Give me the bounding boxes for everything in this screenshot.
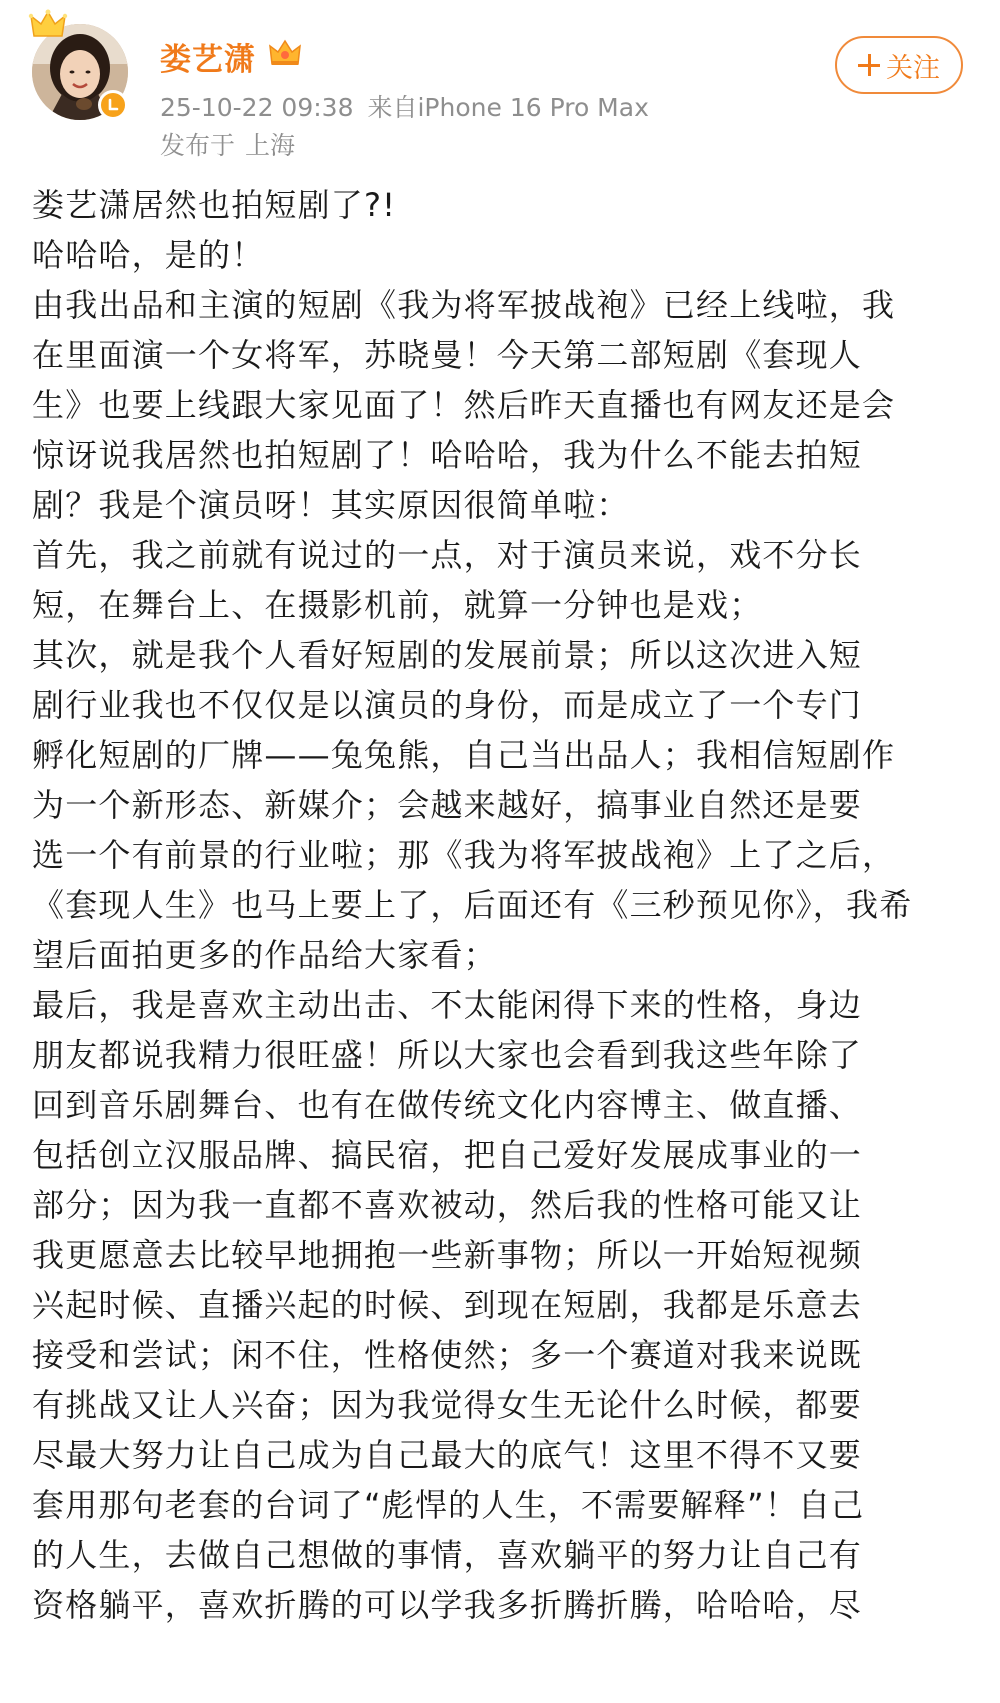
post-text-line: 在里面演一个女将军，苏晓曼！今天第二部短剧《套现人 bbox=[32, 336, 863, 374]
post-text-line: 接受和尝试；闲不住，性格使然；多一个赛道对我来说既 bbox=[32, 1336, 863, 1374]
post-text-line: 为一个新形态、新媒介；会越来越好，搞事业自然还是要 bbox=[32, 786, 863, 824]
post-text-line: 剧？我是个演员呀！其实原因很简单啦： bbox=[32, 486, 630, 524]
post-text-line: 望后面拍更多的作品给大家看； bbox=[32, 936, 497, 974]
post-text-line: 朋友都说我精力很旺盛！所以大家也会看到我这些年除了 bbox=[32, 1036, 863, 1074]
crown-icon bbox=[28, 8, 68, 42]
location-name: 上海 bbox=[245, 131, 296, 160]
post-text-line: 短，在舞台上、在摄影机前，就算一分钟也是戏； bbox=[32, 586, 763, 624]
post-text-line: 选一个有前景的行业啦；那《我为将军披战袍》上了之后， bbox=[32, 836, 896, 874]
post-text-line: 《套现人生》也马上要上了，后面还有《三秒预见你》，我希 bbox=[32, 886, 913, 924]
post-body bbox=[32, 180, 982, 1630]
plus-icon bbox=[858, 54, 880, 76]
follow-button[interactable] bbox=[835, 36, 963, 94]
post-text-line: 由我出品和主演的短剧《我为将军披战袍》已经上线啦，我 bbox=[32, 286, 896, 324]
avatar-container[interactable] bbox=[32, 14, 142, 124]
post-source: 来自iPhone 16 Pro Max bbox=[367, 93, 649, 122]
post-text-line: 的人生，去做自己想做的事情，喜欢躺平的努力让自己有 bbox=[32, 1536, 863, 1574]
post-timestamp: 25-10-22 09:38 bbox=[160, 93, 354, 122]
post-text-line: 我更愿意去比较早地拥抱一些新事物；所以一开始短视频 bbox=[32, 1236, 863, 1274]
post-text-line: 孵化短剧的厂牌——兔兔熊，自己当出品人；我相信短剧作 bbox=[32, 736, 896, 774]
post-text-line: 套用那句老套的台词了“彪悍的人生，不需要解释”！自己 bbox=[32, 1486, 865, 1524]
post-text-line: 惊讶说我居然也拍短剧了！哈哈哈，我为什么不能去拍短 bbox=[32, 436, 863, 474]
post-text-line: 资格躺平，喜欢折腾的可以学我多折腾折腾，哈哈哈，尽 bbox=[32, 1586, 863, 1624]
post-location bbox=[160, 126, 295, 162]
post-text-line: 有挑战又让人兴奋；因为我觉得女生无论什么时候，都要 bbox=[32, 1386, 863, 1424]
post-text-line: 生》也要上线跟大家见面了！然后昨天直播也有网友还是会 bbox=[32, 386, 896, 424]
post-text-line: 剧行业我也不仅仅是以演员的身份，而是成立了一个专门 bbox=[32, 686, 863, 724]
vip-crown-icon[interactable] bbox=[268, 38, 302, 68]
verified-badge-icon bbox=[98, 90, 128, 120]
post-text-line: 首先，我之前就有说过的一点，对于演员来说，戏不分长 bbox=[32, 536, 863, 574]
post-text-line: 其次，就是我个人看好短剧的发展前景；所以这次进入短 bbox=[32, 636, 863, 674]
post-text-line: 包括创立汉服品牌、搞民宿，把自己爱好发展成事业的一 bbox=[32, 1136, 863, 1174]
post-text-line: 最后，我是喜欢主动出击、不太能闲得下来的性格，身边 bbox=[32, 986, 863, 1024]
post-meta bbox=[160, 88, 649, 124]
post-text-line: 回到音乐剧舞台、也有在做传统文化内容博主、做直播、 bbox=[32, 1086, 863, 1124]
location-prefix: 发布于 bbox=[160, 131, 236, 160]
post-text-line: 哈哈哈，是的！ bbox=[32, 236, 265, 274]
post-text-line: 兴起时候、直播兴起的时候、到现在短剧，我都是乐意去 bbox=[32, 1286, 863, 1324]
post-text-line: 部分；因为我一直都不喜欢被动，然后我的性格可能又让 bbox=[32, 1186, 863, 1224]
post-text-line: 尽最大努力让自己成为自己最大的底气！这里不得不又要 bbox=[32, 1436, 863, 1474]
post-header bbox=[0, 0, 1000, 165]
author-name[interactable]: 娄艺潇 bbox=[160, 42, 256, 78]
follow-label: 关注 bbox=[886, 52, 940, 84]
post-text-line: 娄艺潇居然也拍短剧了?! bbox=[32, 186, 397, 224]
